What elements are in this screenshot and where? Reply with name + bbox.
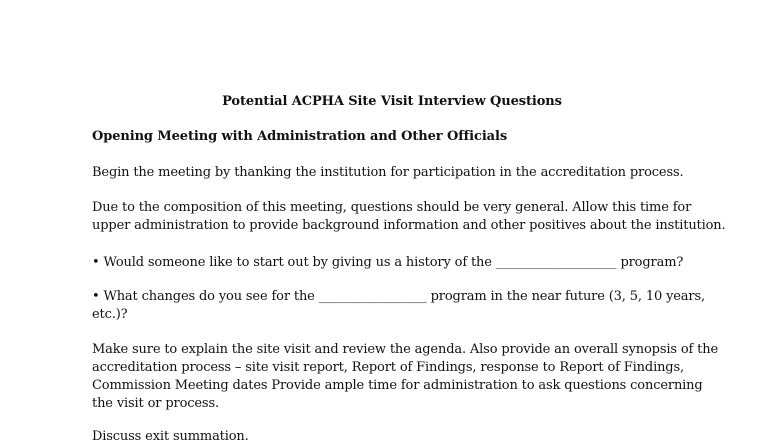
text-line: etc.)? [92,307,128,322]
text-line: Discuss exit summation. [92,429,249,441]
text-line: the visit or process. [92,396,219,411]
text-line: upper administration to provide background information and other positives about the institution. [92,218,726,233]
question-changes [92,288,705,324]
text-line: Begin the meeting by thanking the institution for participation in the accreditation process. [92,165,684,180]
section-heading: Opening Meeting with Administration and Other Officials [92,129,508,144]
text-line: Due to the composition of this meeting, questions should be very general. Allow this time for [92,200,692,215]
text-line: • What changes do you see for the _________________ program in the near future (3, 5, 10 years, [92,289,705,304]
question-history [92,254,702,272]
text-line: Make sure to explain the site visit and review the agenda. Also provide an overall synopsis of the [92,342,719,357]
text-line: Commission Meeting dates Provide ample time for administration to ask questions concerning [92,378,703,393]
document-title: Potential ACPHA Site Visit Interview Questions [222,94,562,109]
paragraph-exit [92,428,702,441]
paragraph-site-visit [92,341,719,413]
paragraph-intro [92,164,702,182]
paragraph-composition [92,199,726,235]
text-line: • Would someone like to start out by giving us a history of the ___________________ program? [92,255,684,270]
text-line: accreditation process – site visit report, Report of Findings, response to Report of Findings, [92,360,684,375]
